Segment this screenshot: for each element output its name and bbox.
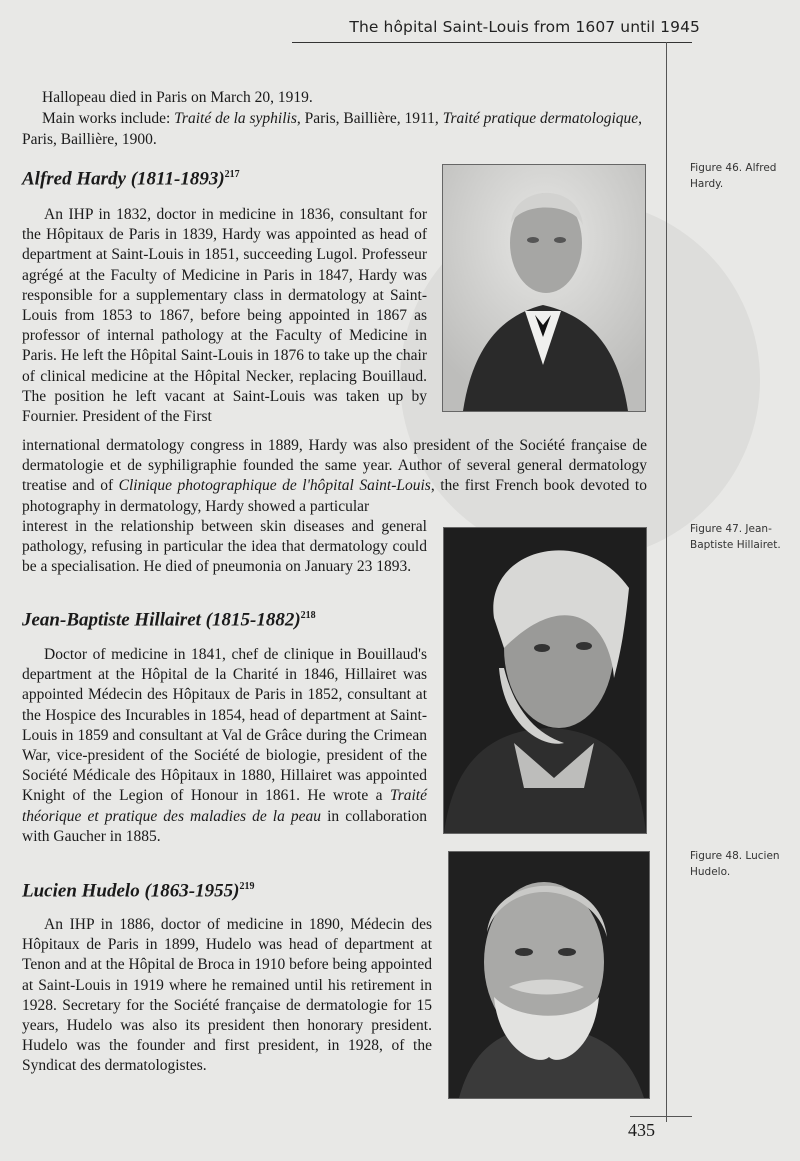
figure-caption-47: Figure 47. Jean-Baptiste Hillairet. <box>690 523 781 551</box>
text-run: international dermatology congress in 1889, Hardy was also president of the Société française de dermatologie et de syphiligraphie founded the same year. Author of several general dermatology treatise and of <box>22 437 647 495</box>
paragraph: An IHP in 1832, doctor in medicine in 1836, consultant for the Hôpitaux de Paris in 1839, Hardy was appointed as head of department at Saint-Louis in 1851, succeeding Lugol. Professeur agrégé at the Faculty of Medicine in Paris in 1847, Hardy was responsible for a supplementary class in dermatology at Saint-Louis from 1853 to 1867, before being appointed in 1867 as professor of internal pathology at the Faculty of Medicine in Paris. He left the Hôpital Saint-Louis in 1876 to take up the chair of clinical medicine at the Hôpital Necker, replacing Bouillaud. The position he left vacant at Saint-Louis was taken up by Fournier. President of the First <box>22 206 427 426</box>
book-title: Clinique photographique de l'hôpital Saint-Louis <box>118 477 431 495</box>
works-prefix: Main works include: <box>42 110 175 127</box>
heading-text: Lucien Hudelo (1863-1955) <box>22 880 240 902</box>
text-run: Doctor of medicine in 1841, chef de clinique in Bouillaud's department at the Hôpital de la Charité in 1846, Hillairet was appointed Médecin des Hôpitaux de Paris in 1852, consultant at the Hospice des Incurables in 1854, head of department at Saint-Louis in 1859 and consultant at Val de Grâce during the Crimean War, vice-president of the Société de biologie, president of the Société Médicale des Hôpitaux in 1880, Hillairet was appointed Knight of the Legion of Honour in 1861. He wrote a <box>22 646 427 805</box>
book-title: Traité théorique et pratique des maladies de la peau <box>22 787 427 825</box>
margin-column-rule <box>666 42 667 1122</box>
footer-rule <box>630 1116 692 1117</box>
intro-works-line <box>22 108 647 150</box>
portrait-photo-hardy <box>442 164 646 412</box>
header-rule <box>292 42 692 43</box>
intro-death-line: Hallopeau died in Paris on March 20, 1919. <box>42 89 313 106</box>
work-detail-1: , Paris, Baillière, 1911, <box>296 110 443 127</box>
paragraph-continued <box>22 436 647 517</box>
paragraph <box>22 645 427 847</box>
page-number: 435 <box>628 1120 655 1140</box>
hardy-text-part-1 <box>22 205 427 427</box>
section-heading-hudelo <box>22 875 254 903</box>
running-header: The hôpital Saint-Louis from 1607 until 1945 <box>349 18 700 36</box>
figure-caption-46: Figure 46. Alfred Hardy. <box>690 162 777 190</box>
text-run: , the first French book devoted to photography in dermatology, Hardy showed a particular <box>22 477 647 515</box>
paragraph: An IHP in 1886, doctor of medicine in 1890, Médecin des Hôpitaux de Paris in 1899, Hudelo was head of department at Tenon and at the Hôpital de Broca in 1910 before being appointed at Saint-Louis in 1919 where he remained until his retirement in 1928. Secretary for the Société française de dermatologie for 15 years, Hudelo was also its president then honorary president. Hudelo was the founder and first president, in 1928, of the Syndicat des dermatologistes. <box>22 916 432 1075</box>
intro-block <box>22 87 647 150</box>
portrait-photo-hudelo <box>448 851 650 1099</box>
hillairet-text <box>22 645 427 847</box>
section-heading-hardy <box>22 163 240 191</box>
footnote-ref: 218 <box>300 610 316 621</box>
hardy-text-part-3 <box>22 517 427 578</box>
hardy-text-part-2 <box>22 436 647 517</box>
heading-text: Alfred Hardy (1811-1893) <box>22 168 225 190</box>
hudelo-text <box>22 915 432 1077</box>
heading-text: Jean-Baptiste Hillairet (1815-1882) <box>22 609 301 631</box>
footnote-ref: 217 <box>224 169 240 180</box>
paragraph-continued: interest in the relationship between skin diseases and general pathology, refusing in particular the idea that dermatology could be a specialisation. He died of pneumonia on January 23 1893. <box>22 518 427 576</box>
text-run: in collaboration with Gaucher in 1885. <box>22 807 427 845</box>
work-title-1: Traité de la syphilis <box>174 110 297 127</box>
figure-caption-48: Figure 48. Lucien Hudelo. <box>690 850 780 878</box>
portrait-photo-hillairet <box>443 527 647 834</box>
work-title-2: Traité pratique dermatologique <box>442 110 639 127</box>
work-detail-2: , Paris, Baillière, 1900. <box>22 110 643 148</box>
footnote-ref: 219 <box>239 881 255 892</box>
section-heading-hillairet <box>22 604 316 632</box>
